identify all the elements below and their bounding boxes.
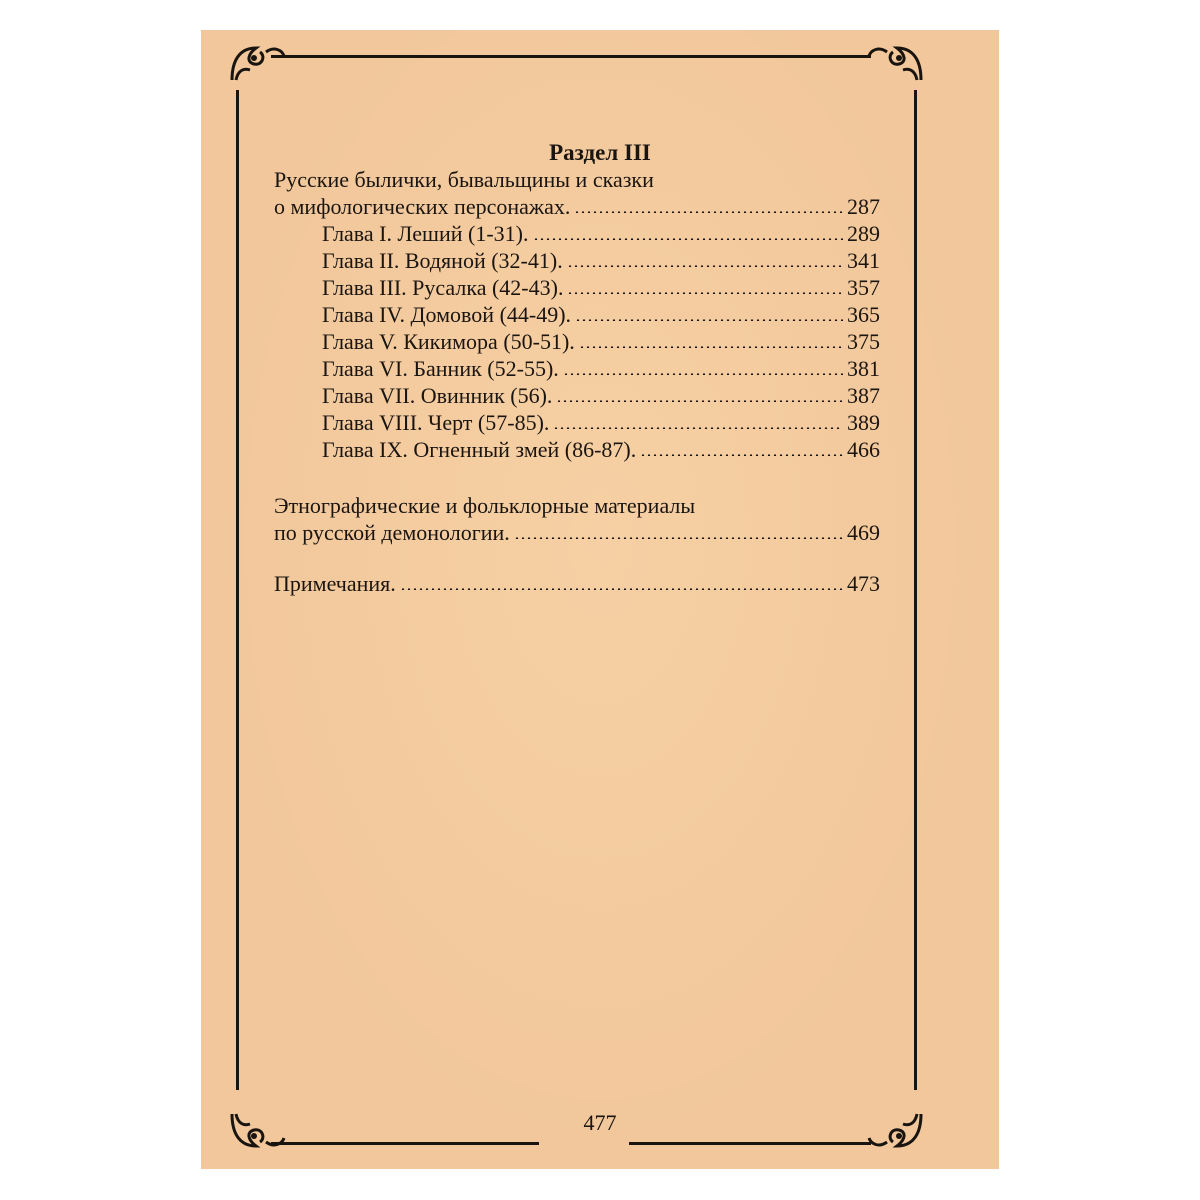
toc-entry-page: 289 bbox=[847, 221, 880, 246]
toc-entry-title: Примечания. bbox=[274, 571, 396, 596]
page-number: 477 bbox=[583, 1110, 617, 1135]
toc-entry-chapter bbox=[322, 382, 880, 409]
toc-entry-chapter bbox=[322, 355, 880, 382]
toc-entry-page: 357 bbox=[847, 275, 880, 300]
dot-leader bbox=[400, 588, 843, 590]
toc-entry-chapter bbox=[322, 328, 880, 355]
dot-leader bbox=[553, 427, 843, 429]
corner-ornament-icon bbox=[863, 40, 927, 86]
toc-entry-title: Глава III. Русалка (42-43). bbox=[322, 275, 564, 300]
dot-leader bbox=[579, 346, 843, 348]
toc-entry-page: 389 bbox=[847, 410, 880, 435]
dot-leader bbox=[574, 211, 843, 213]
dot-leader bbox=[533, 238, 844, 240]
toc-entry-notes bbox=[274, 570, 880, 597]
frame-top-line bbox=[271, 55, 871, 58]
toc-entry-page: 387 bbox=[847, 383, 880, 408]
toc-entry-title: Глава II. Водяной (32-41). bbox=[322, 248, 563, 273]
frame-bottom-line-right bbox=[629, 1142, 871, 1145]
toc-entry-title: Глава I. Леший (1-31). bbox=[322, 221, 529, 246]
toc-entry-chapter bbox=[322, 247, 880, 274]
toc-entry-chapter bbox=[322, 436, 880, 463]
section-heading: Раздел III bbox=[549, 140, 651, 165]
toc-entry-page: 375 bbox=[847, 329, 880, 354]
frame-right-line bbox=[914, 90, 917, 1090]
corner-ornament-icon bbox=[226, 40, 290, 86]
dot-leader bbox=[514, 537, 843, 539]
frame-left-line bbox=[236, 90, 239, 1090]
dot-leader bbox=[563, 373, 843, 375]
toc-entry-title: Глава V. Кикимора (50-51). bbox=[322, 329, 575, 354]
toc-entry-page: 287 bbox=[847, 194, 880, 219]
toc-entry-chapter bbox=[322, 220, 880, 247]
toc-entry-materials bbox=[274, 519, 880, 546]
toc-entry-chapter bbox=[322, 409, 880, 436]
toc-intro-line: Русские былички, бывальщины и сказки bbox=[274, 167, 654, 192]
toc-entry-title: Глава IV. Домовой (44-49). bbox=[322, 302, 572, 327]
toc-entry-title: Глава VIII. Черт (57-85). bbox=[322, 410, 550, 435]
toc-entry-page: 381 bbox=[847, 356, 880, 381]
toc-entry-title: Глава IX. Огненный змей (86-87). bbox=[322, 437, 637, 462]
toc-entry-chapter bbox=[322, 274, 880, 301]
toc-entry-page: 469 bbox=[847, 520, 880, 545]
dot-leader bbox=[567, 265, 843, 267]
book-page bbox=[201, 30, 999, 1169]
toc-entry-page: 466 bbox=[847, 437, 880, 462]
toc-entry-page: 473 bbox=[847, 571, 880, 596]
toc-entry-title: о мифологических персонажах. bbox=[274, 194, 571, 219]
toc-materials-line: Этнографические и фольклорные материалы bbox=[274, 493, 696, 518]
dot-leader bbox=[575, 319, 843, 321]
toc-entry-page: 341 bbox=[847, 248, 880, 273]
dot-leader bbox=[640, 454, 843, 456]
frame-bottom-line bbox=[271, 1142, 539, 1145]
toc-entry-title: Глава VII. Овинник (56). bbox=[322, 383, 553, 408]
toc-entry-intro bbox=[274, 193, 880, 220]
dot-leader bbox=[567, 292, 843, 294]
toc-entry-title: по русской демонологии. bbox=[274, 520, 510, 545]
toc-entry-chapter bbox=[322, 301, 880, 328]
toc-entry-title: Глава VI. Банник (52-55). bbox=[322, 356, 559, 381]
toc-entry-page: 365 bbox=[847, 302, 880, 327]
dot-leader bbox=[556, 400, 843, 402]
